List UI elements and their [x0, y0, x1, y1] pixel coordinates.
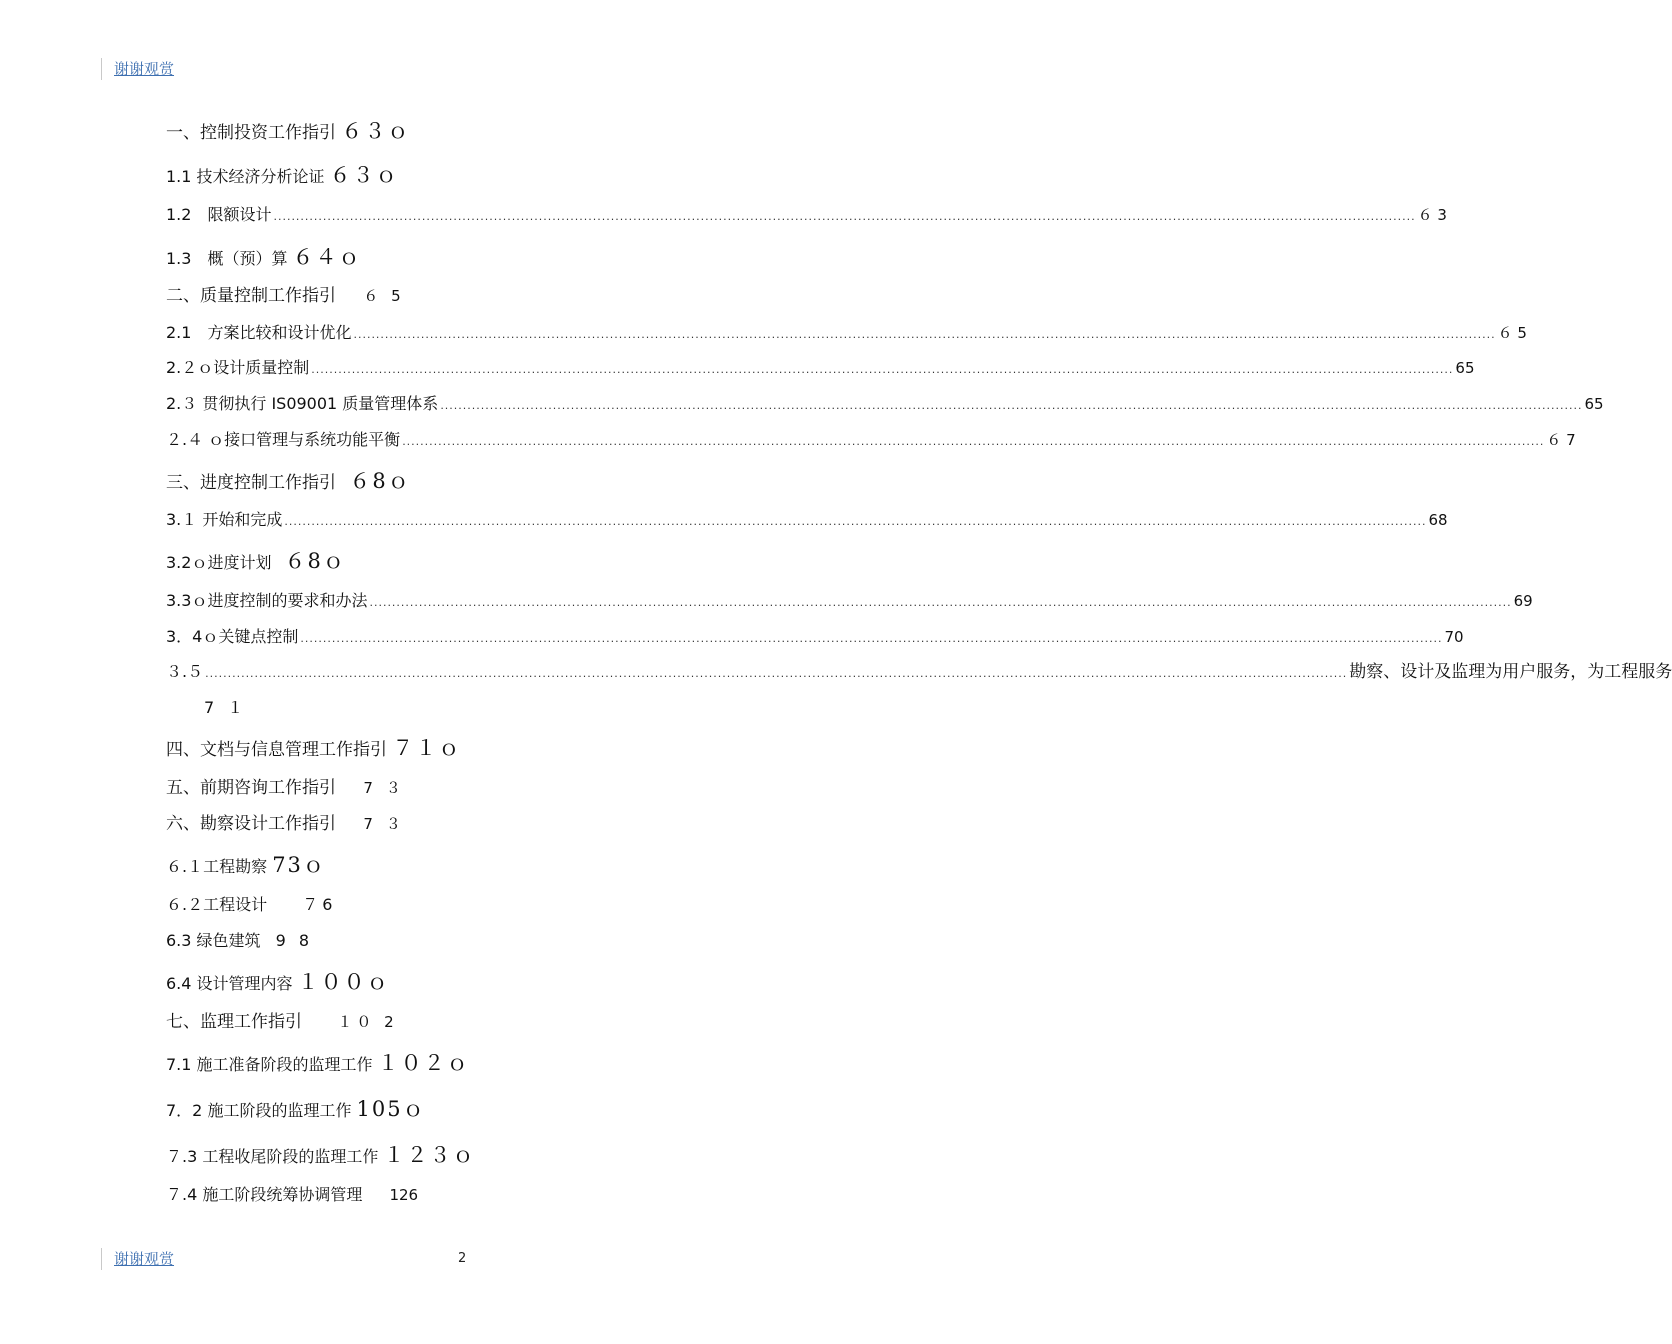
toc-label: 2.1 方案比较和设计优化 — [166, 323, 352, 342]
toc-label: 6.3 绿色建筑 — [166, 931, 261, 950]
toc-entry[interactable] — [166, 660, 1672, 684]
toc-page: ７１ｏ — [392, 736, 462, 760]
toc-text: 勘察、设计及监理为用户服务，为工程服务 — [1349, 662, 1672, 682]
toc-entry[interactable] — [166, 469, 814, 493]
toc-page: １００ｏ — [297, 970, 390, 994]
dot-leader: .............................................................................................................................................................................................................................................................. — [205, 667, 1348, 680]
header-link[interactable]: 谢谢观赏 — [114, 60, 175, 78]
toc-entry[interactable] — [166, 1183, 814, 1207]
toc-page: 7 １ — [204, 698, 248, 717]
toc-page: ７6 — [302, 895, 337, 914]
toc-label: 2.３ 贯彻执行 IS09001 质量管理体系 — [166, 394, 439, 413]
toc-page: 105ｏ — [356, 1097, 426, 1121]
toc-label: 1.3 概（预）算 — [166, 249, 288, 268]
dot-leader: .............................................................................................................................................................................................................................................................. — [440, 399, 1583, 412]
toc-entry[interactable] — [166, 1051, 814, 1075]
toc-label: 六、勘察设计工作指引 — [166, 814, 336, 834]
toc-label: 3．4ｏ关键点控制 — [166, 627, 299, 646]
toc-page: １２３ｏ — [383, 1143, 476, 1167]
toc-entry[interactable] — [166, 119, 814, 143]
toc-entry[interactable] — [166, 508, 1448, 532]
toc-label: 1.2 限额设计 — [166, 205, 272, 224]
toc-entry[interactable] — [166, 1010, 814, 1034]
toc-page: 65 — [1455, 359, 1475, 377]
toc-label: 五、前期咨询工作指引 — [166, 778, 336, 798]
toc-entry[interactable] — [166, 893, 814, 917]
toc-entry[interactable] — [166, 853, 814, 877]
toc-label: 四、文档与信息管理工作指引 — [166, 740, 387, 760]
toc-page: ６ 5 — [1497, 324, 1527, 342]
toc-page: 9 8 — [275, 931, 314, 950]
toc-entry[interactable] — [166, 321, 1527, 345]
page-number: 2 — [458, 1251, 467, 1266]
toc-page: 69 — [1513, 592, 1533, 610]
toc-entry[interactable] — [166, 736, 814, 760]
toc-page: ６３ｏ — [341, 119, 411, 143]
toc-label: 3.3ｏ进度控制的要求和办法 — [166, 591, 368, 610]
toc-page: ６４ｏ — [292, 245, 362, 269]
page-footer — [101, 1248, 174, 1270]
toc-entry[interactable] — [166, 428, 1576, 452]
toc-entry[interactable] — [166, 203, 1447, 227]
toc-page: 7 ３ — [363, 779, 405, 797]
toc-label: 一、控制投资工作指引 — [166, 123, 336, 143]
toc-entry[interactable] — [166, 625, 1464, 649]
page-header — [101, 58, 174, 80]
dot-leader: .............................................................................................................................................................................................................................................................. — [353, 328, 1496, 341]
toc-entry[interactable] — [166, 392, 1604, 416]
toc-page: 70 — [1444, 628, 1464, 646]
dot-leader: .............................................................................................................................................................................................................................................................. — [402, 435, 1545, 448]
toc-entry[interactable] — [166, 284, 814, 308]
dot-leader: .............................................................................................................................................................................................................................................................. — [300, 632, 1443, 645]
toc-page: ６8ｏ — [349, 469, 411, 493]
toc-label: ３.５ — [166, 662, 204, 681]
dot-leader: .............................................................................................................................................................................................................................................................. — [273, 210, 1416, 223]
toc-page: 7 ３ — [363, 815, 405, 833]
toc-page: １０ 2 — [337, 1013, 398, 1031]
toc-page: ６ 5 — [363, 287, 405, 305]
toc-page: 126 — [389, 1186, 419, 1204]
toc-label: 7．2 施工阶段的监理工作 — [166, 1101, 352, 1120]
toc-page: １０２ｏ — [377, 1051, 470, 1075]
toc-page: ６３ｏ — [329, 163, 399, 187]
toc-label: 6.4 设计管理内容 — [166, 974, 293, 993]
toc-page: 65 — [1584, 395, 1604, 413]
toc-entry[interactable] — [166, 776, 814, 800]
toc-entry[interactable] — [166, 356, 1475, 380]
toc-entry[interactable] — [166, 589, 1533, 613]
toc-label: 2.２ｏ设计质量控制 — [166, 358, 310, 377]
toc-page: 68 — [1428, 511, 1448, 529]
toc-label: 七、监理工作指引 — [166, 1012, 302, 1032]
toc-label: 3.１ 开始和完成 — [166, 510, 283, 529]
toc-entry[interactable] — [166, 812, 814, 836]
toc-page: ６8ｏ — [284, 549, 346, 573]
toc-label: 7.1 施工准备阶段的监理工作 — [166, 1055, 373, 1074]
footer-link[interactable]: 谢谢观赏 — [114, 1250, 175, 1268]
toc-label: 三、进度控制工作指引 — [166, 473, 336, 493]
toc-label: 二、质量控制工作指引 — [166, 286, 336, 306]
toc-label: 1.1 技术经济分析论证 — [166, 167, 325, 186]
toc-page: ６ 7 — [1546, 431, 1576, 449]
toc-label: ６.２工程设计 — [166, 895, 268, 914]
toc-label: ６.１工程勘察 — [166, 857, 268, 876]
toc-entry-continued — [166, 696, 852, 720]
toc-entry[interactable] — [166, 970, 814, 994]
toc-entry[interactable] — [166, 163, 814, 187]
toc-entry[interactable] — [166, 929, 814, 953]
dot-leader: .............................................................................................................................................................................................................................................................. — [369, 596, 1512, 609]
toc-label: ７.3 工程收尾阶段的监理工作 — [166, 1147, 379, 1166]
toc-entry[interactable] — [166, 549, 814, 573]
dot-leader: .............................................................................................................................................................................................................................................................. — [284, 515, 1427, 528]
toc-label: ７.4 施工阶段统筹协调管理 — [166, 1185, 363, 1204]
toc-page: ６ 3 — [1417, 206, 1447, 224]
toc-entry[interactable] — [166, 1097, 814, 1121]
toc-label: 3.2ｏ进度计划 — [166, 553, 272, 572]
toc-page: 73ｏ — [272, 853, 326, 877]
toc-label: ２.４ ｏ接口管理与系统功能平衡 — [166, 430, 401, 449]
dot-leader: .............................................................................................................................................................................................................................................................. — [311, 363, 1454, 376]
toc-entry[interactable] — [166, 245, 814, 269]
toc-entry[interactable] — [166, 1143, 814, 1167]
